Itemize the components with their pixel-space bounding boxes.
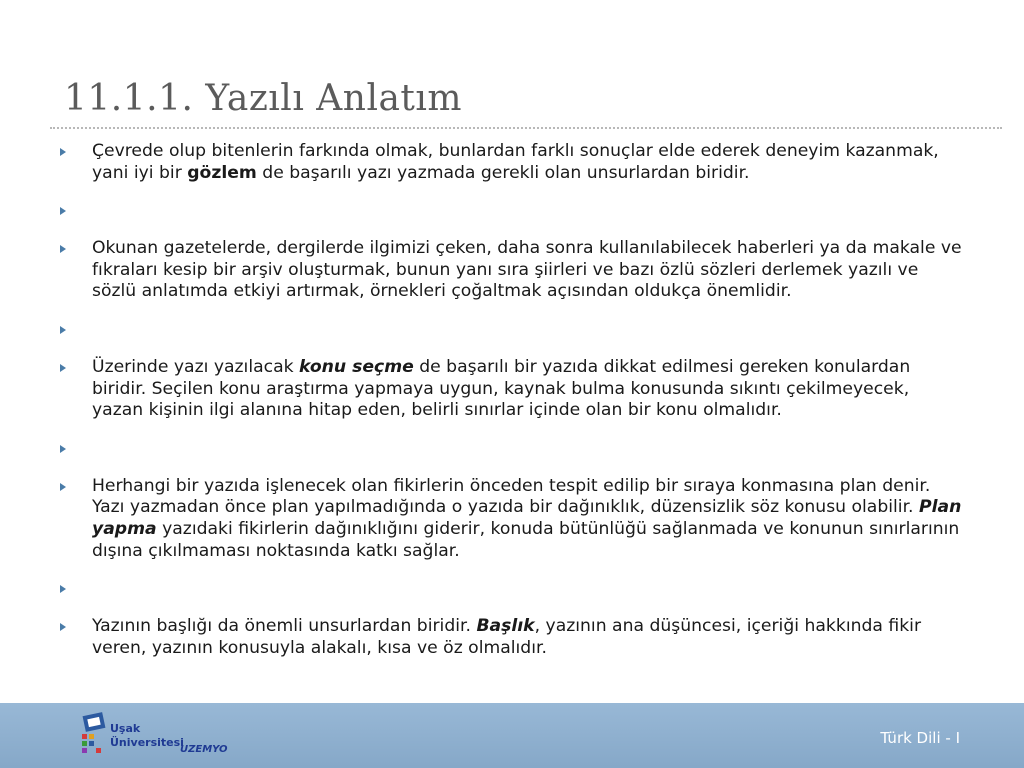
bullet-item	[60, 238, 965, 303]
course-label: Türk Dili - I	[880, 729, 960, 747]
triangle-bullet-icon	[60, 207, 66, 215]
bullet-text: Üzerinde yazı yazılacak	[92, 356, 300, 377]
bullet-item	[60, 476, 965, 562]
bullet-text: Çevrede olup bitenlerin farkında olmak, bunlardan farklı sonuçlar elde ederek deneyim kazanmak, yani iyi bir	[92, 141, 939, 183]
triangle-bullet-icon	[60, 148, 66, 156]
triangle-bullet-icon	[60, 326, 66, 334]
triangle-bullet-icon	[60, 585, 66, 593]
bullet-text: Yazının başlığı da önemli unsurlardan biridir.	[92, 616, 477, 637]
university-logo	[80, 708, 250, 764]
bullet-emphasis: konu seçme	[299, 356, 414, 377]
triangle-bullet-icon	[60, 445, 66, 453]
bullet-list	[60, 141, 965, 659]
slide-title: 11.1.1. Yazılı Anlatım	[64, 78, 463, 119]
bullet-text: Okunan gazetelerde, dergilerde ilgimizi çeken, daha sonra kullanılabilecek haberleri ya da makale ve fıkraları kesip bir arşiv oluşturmak, bunun yanı sıra şiirleri ve bazı özlü sözleri derlemek yazılı ve sözlü anlatımda etkiyi artırmak, örnekleri çoğaltmak açısından oldukça önemlidir.	[92, 238, 962, 302]
bullet-item	[60, 200, 965, 222]
bullet-item	[60, 616, 965, 659]
triangle-bullet-icon	[60, 364, 66, 372]
bullet-text: , yazının ana düşüncesi, içeriği hakkında fikir veren, yazının konusuyla alakalı, kısa ve öz olmalıdır.	[92, 616, 922, 658]
bullet-item	[60, 438, 965, 460]
triangle-bullet-icon	[60, 245, 66, 253]
bullet-item	[60, 578, 965, 600]
bullet-text: Herhangi bir yazıda işlenecek olan fikirlerin önceden tespit edilip bir sıraya konmasına plan denir. Yazı yazmadan önce plan yapılmadığında o yazıda bir dağınıklık, düzensizlik söz konusu olabilir.	[92, 475, 931, 518]
bullet-text: de başarılı yazı yazmada gerekli olan unsurlardan biridir.	[256, 162, 750, 183]
bullet-item	[60, 357, 965, 422]
logo-text-line2: Üniversitesi	[110, 736, 184, 749]
bullet-emphasis: Başlık	[476, 616, 535, 637]
footer-band	[0, 703, 1024, 768]
bullet-item	[60, 319, 965, 341]
bullet-text: de başarılı bir yazıda dikkat edilmesi gereken konulardan biridir. Seçilen konu araştırma yapmaya uygun, kaynak bulma konusunda sıkıntı çekilmeyecek, yazan kişinin ilgi alanına hitap eden, belirli sınırlar içinde olan bir konu olmalıdır.	[92, 356, 911, 421]
logo-text-line3: UZEMYO	[180, 744, 228, 755]
title-divider	[50, 127, 1002, 129]
triangle-bullet-icon	[60, 483, 66, 491]
bullet-text: yazıdaki fikirlerin dağınıklığını giderir, konuda bütünlüğü sağlanmada ve konunun sınırlarının dışına çıkılmaması noktasında katkı sağlar.	[92, 518, 960, 561]
logo-text-line1: Uşak	[110, 722, 141, 735]
triangle-bullet-icon	[60, 623, 66, 631]
bullet-emphasis: gözlem	[187, 162, 257, 183]
bullet-emphasis: Plan yapma	[92, 497, 962, 539]
bullet-item	[60, 141, 965, 184]
